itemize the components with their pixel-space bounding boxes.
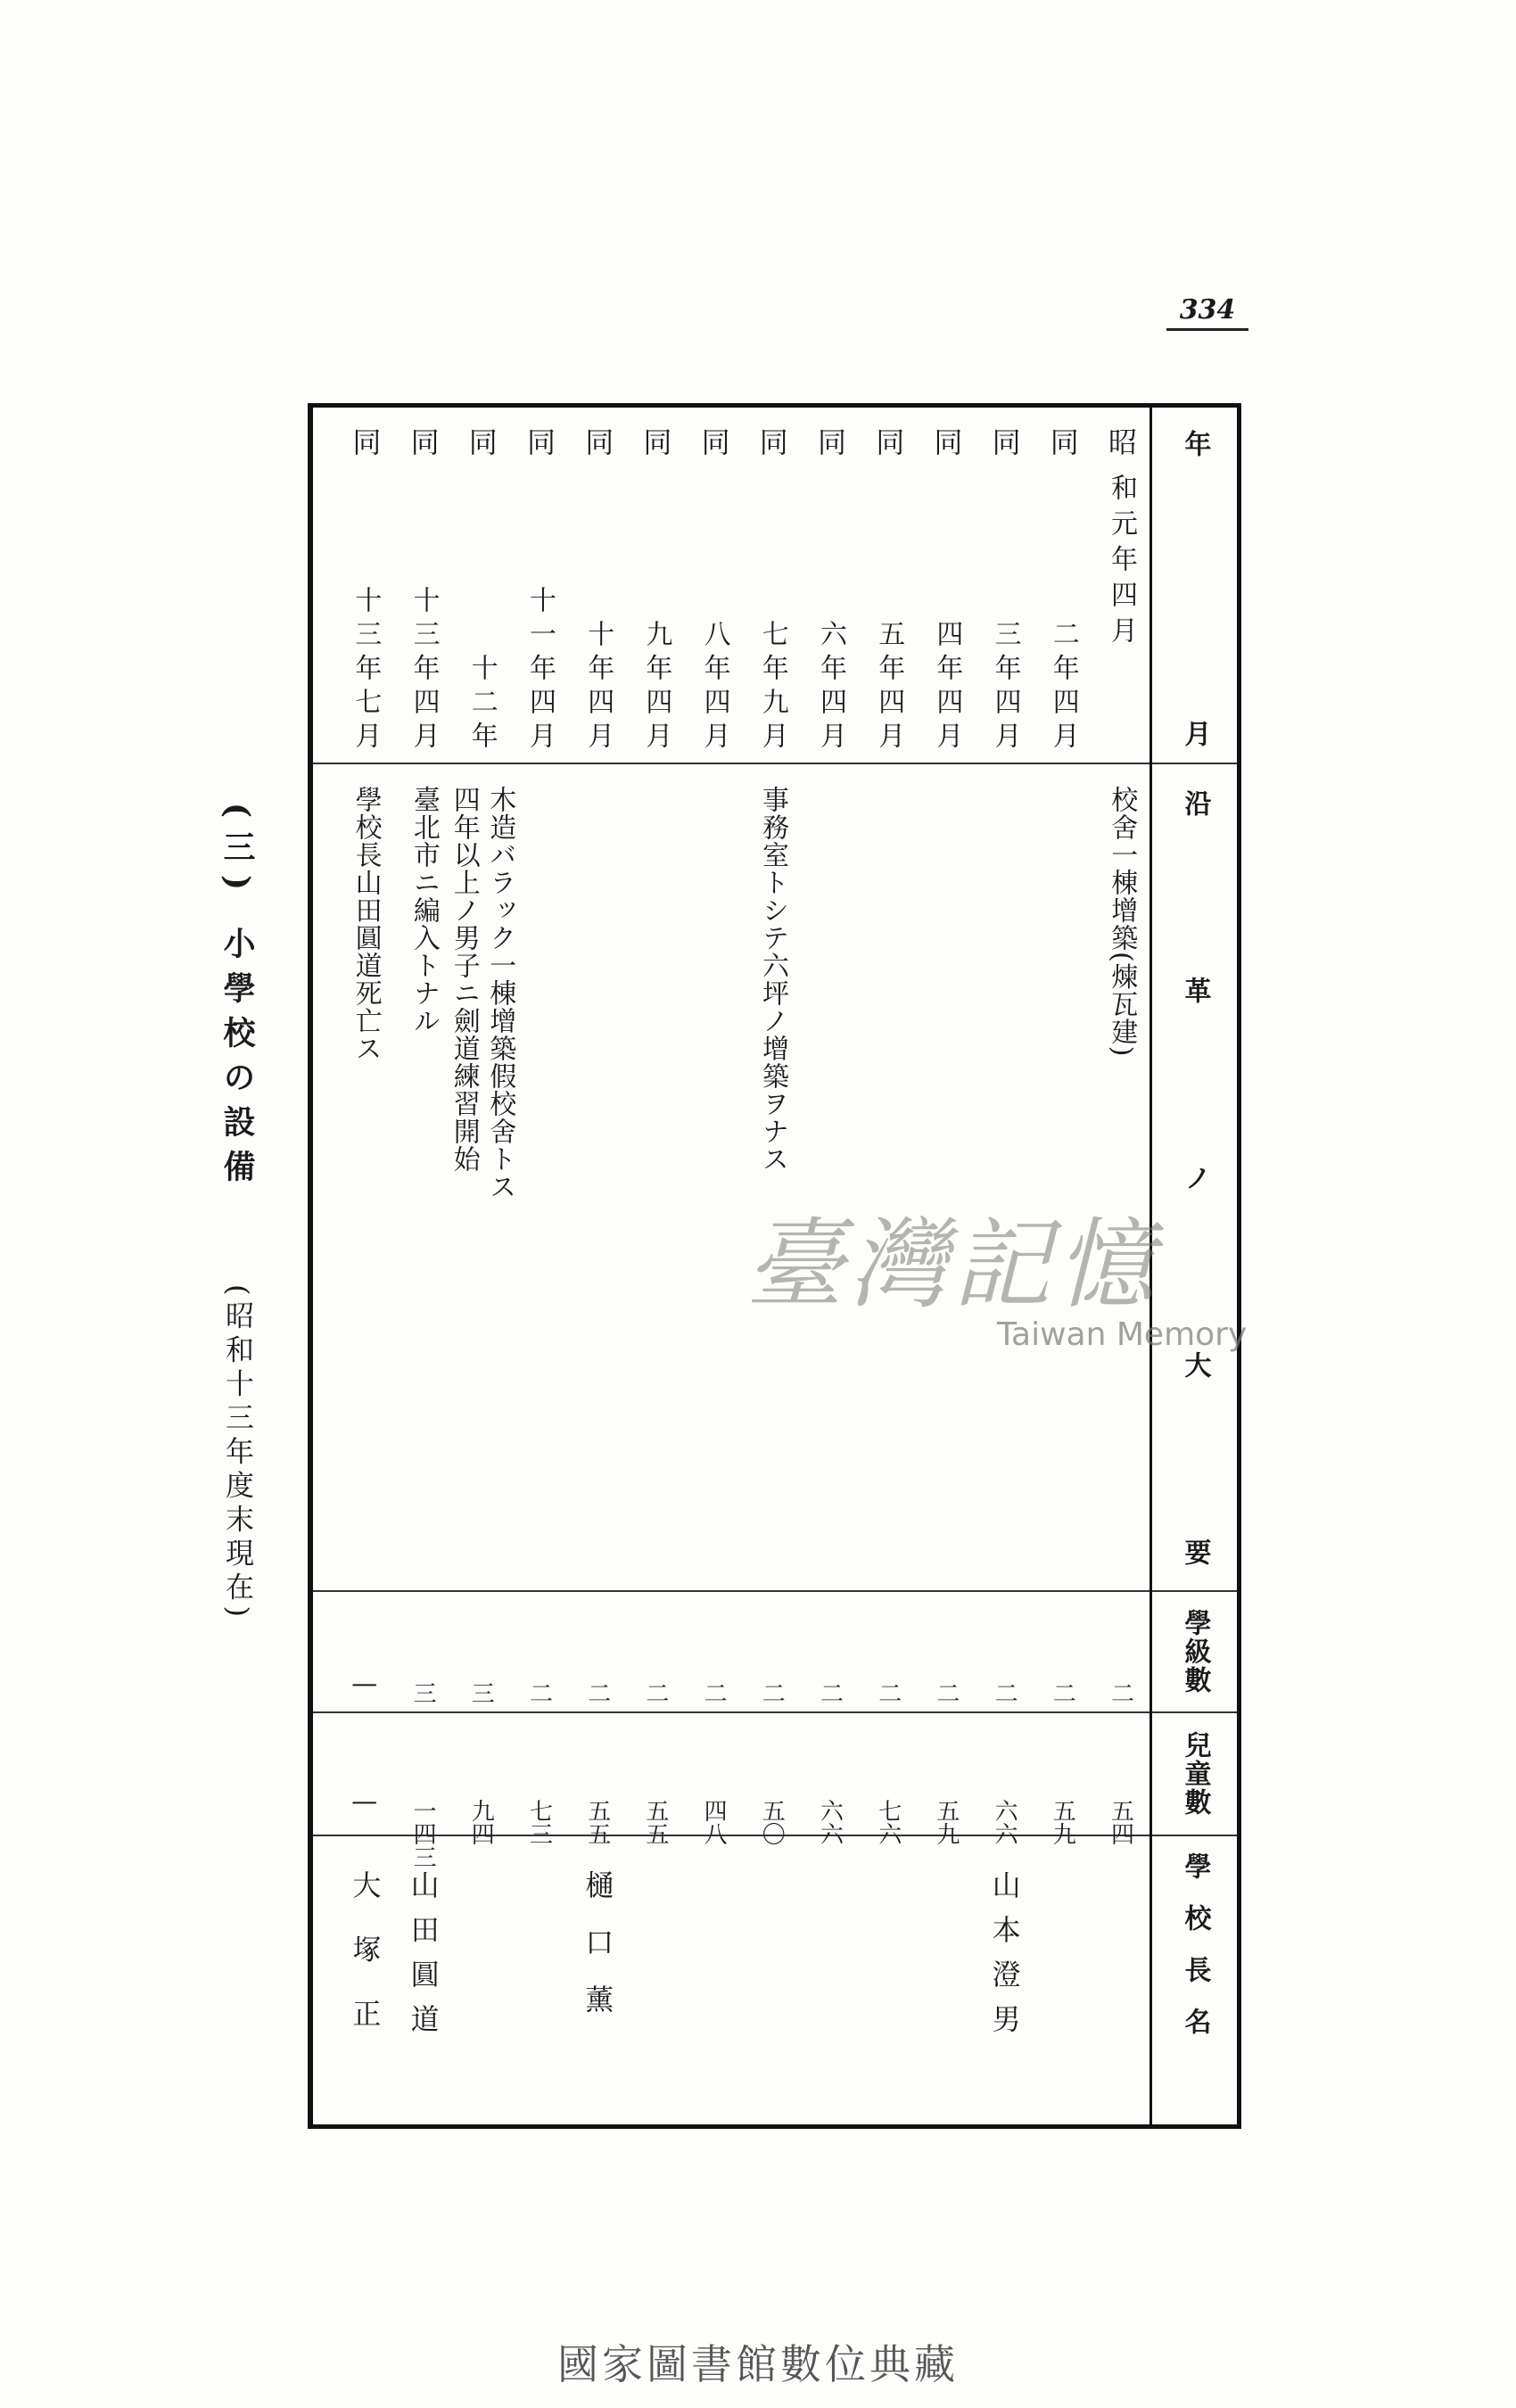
row-principal: 山田圓道 bbox=[406, 1870, 441, 2049]
header-classes-label: 學級數 bbox=[1179, 1609, 1211, 1695]
row-era-label: 同 bbox=[929, 427, 964, 456]
row-pupils: 五四 bbox=[1107, 1799, 1134, 1845]
row-classes: 三 bbox=[467, 1681, 495, 1704]
row-event: 事務室トシテ六坪ノ增築ヲナス bbox=[757, 786, 789, 1173]
row-principal: 樋口薰 bbox=[581, 1870, 615, 2041]
table-row bbox=[570, 408, 625, 2124]
table-row bbox=[512, 408, 567, 2124]
table-row bbox=[337, 408, 392, 2124]
row-classes: | bbox=[351, 1681, 379, 1689]
row-pupils: 五九 bbox=[932, 1799, 960, 1845]
row-date: 三年四月 bbox=[989, 620, 1021, 755]
row-era-label: 同 bbox=[987, 427, 1022, 456]
row-date: 二年四月 bbox=[1047, 620, 1079, 755]
page-number: 334 bbox=[1166, 293, 1248, 331]
row-pupils: 九四 bbox=[467, 1799, 495, 1845]
row-pupils: 一四三 bbox=[409, 1799, 437, 1868]
header-year-month bbox=[1152, 408, 1237, 763]
row-classes: 二 bbox=[700, 1681, 728, 1704]
row-date: 五年四月 bbox=[873, 620, 905, 755]
row-classes: 二 bbox=[758, 1681, 786, 1704]
row-era-label: 同 bbox=[813, 427, 847, 456]
row-principal: 大塚正 bbox=[348, 1870, 383, 2063]
header-month: 月 bbox=[1179, 720, 1211, 746]
row-principal: 山本澄男 bbox=[987, 1870, 1022, 2049]
row-pupils: 六六 bbox=[991, 1799, 1018, 1845]
table-row bbox=[687, 408, 742, 2124]
header-pupils bbox=[1152, 1713, 1237, 1835]
header-history bbox=[1152, 764, 1237, 1590]
header-history-char: ノ bbox=[1179, 1164, 1211, 1191]
row-pupils: 七六 bbox=[874, 1799, 902, 1845]
header-history-char: 革 bbox=[1179, 977, 1211, 1003]
row-classes: 二 bbox=[932, 1681, 960, 1704]
row-classes: 二 bbox=[874, 1681, 902, 1704]
header-history-char: 大 bbox=[1179, 1351, 1211, 1378]
header-history-char: 沿 bbox=[1179, 789, 1211, 816]
row-classes: 二 bbox=[816, 1681, 844, 1704]
row-event bbox=[448, 786, 515, 1200]
row-era-label: 同 bbox=[1045, 427, 1080, 456]
row-era-label: 同 bbox=[523, 427, 556, 456]
header-classes bbox=[1152, 1592, 1237, 1711]
row-date: 十一年四月 bbox=[524, 586, 556, 755]
row-date: 十三年四月 bbox=[408, 586, 440, 755]
row-pupils: 六六 bbox=[816, 1799, 844, 1845]
watermark-logo: 臺灣記憶 bbox=[746, 1208, 1159, 1322]
row-pupils: 五五 bbox=[583, 1799, 611, 1845]
table-row bbox=[628, 408, 683, 2124]
row-event: 學校長山田圓道死亡ス bbox=[350, 786, 382, 1062]
row-era-label: 同 bbox=[464, 427, 498, 456]
row-event-line: 木造バラック一棟增築假校舍トス bbox=[484, 786, 516, 1200]
watermark-subtitle: Taiwan Memory bbox=[997, 1316, 1248, 1353]
row-era-label: 同 bbox=[639, 427, 673, 456]
header-principal-label: 學校長名 bbox=[1179, 1852, 1211, 2059]
table-row bbox=[396, 408, 451, 2124]
header-principal bbox=[1152, 1836, 1237, 2129]
row-date: 九年四月 bbox=[640, 620, 672, 755]
row-pupils: | bbox=[351, 1799, 379, 1807]
header-column bbox=[1149, 408, 1237, 2124]
row-era-label: 同 bbox=[348, 427, 383, 456]
row-pupils: 五五 bbox=[641, 1799, 669, 1845]
row-era-label: 同 bbox=[871, 427, 906, 456]
row-date: 四年四月 bbox=[931, 620, 963, 755]
section-title: (三) 小學校の設備 bbox=[218, 803, 256, 1194]
row-date: 和元年四月 bbox=[1106, 474, 1137, 652]
row-date: 八年四月 bbox=[698, 620, 730, 755]
row-classes: 二 bbox=[525, 1681, 553, 1704]
table-row bbox=[448, 408, 516, 2124]
row-classes: 三 bbox=[409, 1681, 437, 1704]
row-classes: 二 bbox=[583, 1681, 611, 1704]
row-date: 十二年 bbox=[466, 654, 498, 755]
footer-credit: 國家圖書館數位典藏 bbox=[557, 2340, 959, 2388]
row-era-label: 同 bbox=[581, 427, 615, 456]
header-pupils-label: 兒童數 bbox=[1179, 1731, 1211, 1817]
row-date: 十三年七月 bbox=[350, 586, 382, 755]
row-event: 校舍一棟增築(煉瓦建) bbox=[1106, 786, 1138, 1058]
row-pupils: 七三 bbox=[525, 1799, 553, 1845]
section-note: (昭和十三年度末現在) bbox=[221, 1284, 255, 1622]
header-year: 年 bbox=[1179, 430, 1211, 457]
row-date: 七年九月 bbox=[756, 620, 788, 755]
row-date: 十年四月 bbox=[582, 620, 614, 755]
header-history-char: 要 bbox=[1179, 1538, 1211, 1565]
row-pupils: 四八 bbox=[700, 1799, 728, 1845]
row-date: 六年四月 bbox=[815, 620, 846, 755]
row-era-label: 同 bbox=[754, 427, 789, 456]
row-era-label: 同 bbox=[406, 427, 441, 456]
row-event: 臺北市ニ編入トナル bbox=[408, 786, 440, 1035]
row-classes: 二 bbox=[991, 1681, 1018, 1704]
row-event-line: 四年以上ノ男子ニ劍道練習開始 bbox=[448, 786, 480, 1173]
row-pupils: 五〇 bbox=[758, 1799, 786, 1845]
row-era-label: 同 bbox=[696, 427, 731, 456]
row-era-label: 昭 bbox=[1104, 427, 1138, 456]
row-classes: 二 bbox=[1049, 1681, 1076, 1704]
row-classes: 二 bbox=[641, 1681, 669, 1704]
row-pupils: 五九 bbox=[1049, 1799, 1076, 1845]
row-classes: 二 bbox=[1107, 1681, 1134, 1704]
